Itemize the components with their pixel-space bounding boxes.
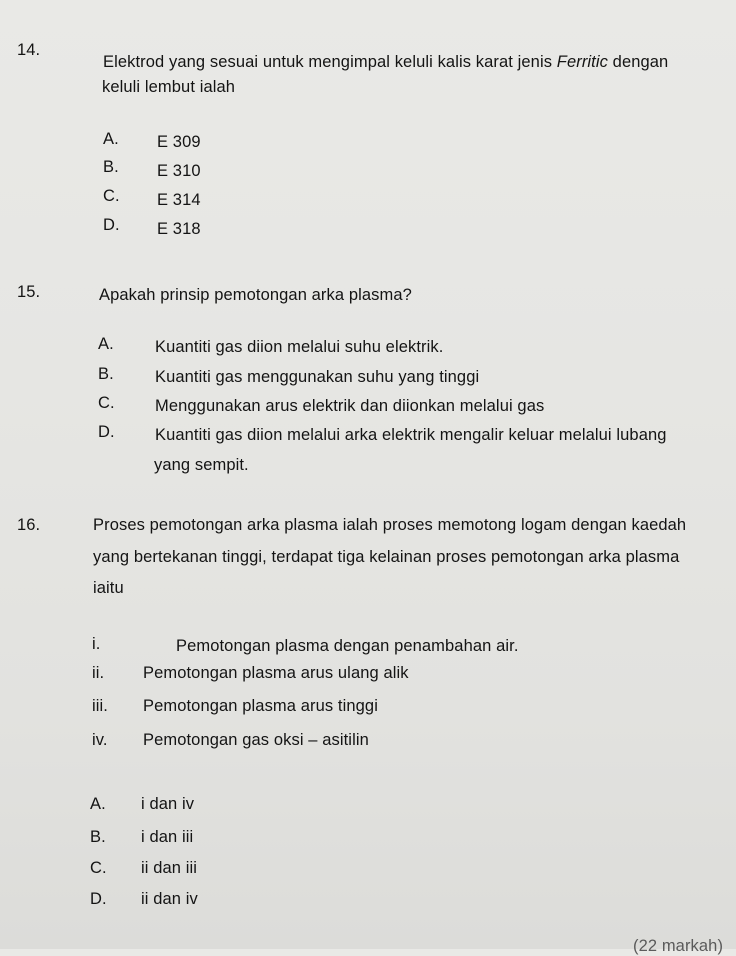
q14-option-d-text: E 318 (157, 220, 201, 238)
q14-option-b-text: E 310 (157, 162, 201, 180)
q16-statement-ii-numeral: ii. (92, 664, 105, 682)
q14-line1-emphasis: Ferritic (556, 53, 608, 71)
q16-statement-iii-text: Pemotongan plasma arus tinggi (143, 697, 378, 715)
q15-option-b-letter: B. (98, 365, 114, 383)
q15-option-a-text: Kuantiti gas diion melalui suhu elektrik. (155, 338, 444, 356)
q14-option-a-text: E 309 (157, 133, 201, 151)
q16-question-line2: yang bertekanan tinggi, terdapat tiga kelainan proses pemotongan arka plasma (93, 548, 680, 566)
q15-number: 15. (17, 283, 41, 301)
q16-question-line3: iaitu (93, 579, 124, 597)
q16-option-c-letter: C. (90, 859, 107, 877)
q16-statement-iv-text: Pemotongan gas oksi – asitilin (143, 731, 369, 749)
q14-line1-text-a: Elektrod yang sesuai untuk mengimpal keluli kalis karat jenis (103, 53, 557, 71)
q16-option-b-letter: B. (90, 828, 106, 846)
q15-option-c-text: Menggunakan arus elektrik dan diionkan melalui gas (155, 397, 545, 415)
q15-question: Apakah prinsip pemotongan arka plasma? (99, 286, 412, 304)
q14-option-a-letter: A. (103, 130, 119, 148)
q15-option-d-text-cont: yang sempit. (154, 456, 249, 474)
q16-option-b-text: i dan iii (141, 828, 194, 846)
q15-option-b-text: Kuantiti gas menggunakan suhu yang tinggi (155, 368, 480, 386)
q15-option-d-text: Kuantiti gas diion melalui arka elektrik mengalir keluar melalui lubang (155, 426, 667, 444)
q14-option-b-letter: B. (103, 158, 119, 176)
q16-option-a-letter: A. (90, 795, 106, 813)
q16-number: 16. (17, 516, 41, 534)
q16-question-line1: Proses pemotongan arka plasma ialah proses memotong logam dengan kaedah (93, 516, 687, 534)
q16-option-a-text: i dan iv (141, 795, 195, 813)
q14-option-d-letter: D. (103, 216, 120, 234)
q16-statement-iv-numeral: iv. (92, 731, 108, 749)
q14-line1-text-b: dengan (607, 53, 669, 71)
q16-statement-iii-numeral: iii. (92, 697, 108, 715)
q14-question-line2: keluli lembut ialah (102, 78, 236, 96)
q16-option-d-text: ii dan iv (141, 890, 198, 908)
q14-option-c-letter: C. (103, 187, 120, 205)
q16-statement-i-numeral: i. (92, 635, 101, 653)
q14-question-line1 (103, 52, 668, 72)
q15-option-d-letter: D. (98, 423, 115, 441)
q15-option-c-letter: C. (98, 394, 115, 412)
q15-option-a-letter: A. (98, 335, 114, 353)
q14-option-c-text: E 314 (157, 191, 201, 209)
q16-statement-i-text: Pemotongan plasma dengan penambahan air. (176, 637, 519, 655)
q16-option-d-letter: D. (90, 890, 107, 908)
q16-statement-ii-text: Pemotongan plasma arus ulang alik (143, 664, 409, 682)
total-marks: (22 markah) (633, 937, 724, 955)
q14-number: 14. (17, 41, 41, 59)
q16-option-c-text: ii dan iii (141, 859, 198, 877)
